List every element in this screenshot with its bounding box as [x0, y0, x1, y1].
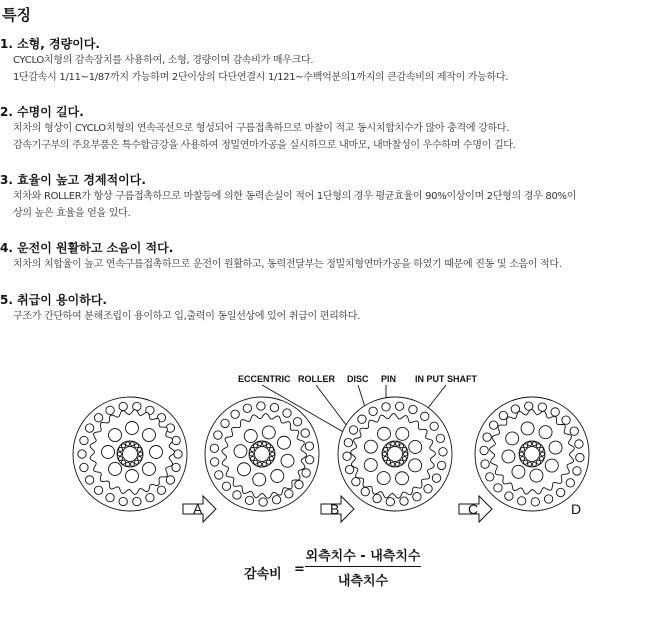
reducer-wheel — [475, 397, 589, 511]
section-heading: 2. 수명이 길다. — [0, 105, 84, 119]
reducer-wheel — [73, 397, 187, 511]
section-text: CYCLO치형의 감속장치를 사용하여, 소형, 경량이며 감속비가 매우크다. — [13, 55, 314, 66]
feature-section-5 — [0, 292, 672, 325]
formula-numerator: 외측치수 - 내측치수 — [305, 549, 421, 564]
label-roller: ROLLER — [298, 374, 335, 384]
reducer-wheel — [338, 397, 452, 511]
label-eccentric: ECCENTRIC — [238, 374, 291, 384]
reducer-wheel — [205, 397, 319, 511]
section-heading: 5. 취급이 용이하다. — [0, 293, 107, 307]
feature-section-2 — [0, 104, 672, 154]
section-heading: 1. 소형, 경량이다. — [0, 37, 100, 51]
section-text: 구조가 간단하여 분해조립이 용이하고 입,출력이 동일선상에 있어 취급이 편리하다. — [13, 311, 361, 322]
fraction-bar — [305, 566, 421, 567]
step-label-c: C — [468, 501, 479, 517]
formula-denominator: 내측치수 — [337, 574, 389, 589]
section-text: 상의 높은 효율을 얻을 있다. — [13, 208, 131, 219]
section-text: 감속기구부의 주요부품은 특수합금강을 사용하여 정밀연마가공을 실시하므로 내마모, 내마찰성이 우수하며 수명이 길다. — [13, 140, 516, 151]
page-title: 특징 — [2, 6, 31, 24]
feature-section-4 — [0, 240, 672, 273]
section-text: 1단감속시 1/11~1/87까지 가능하며 2단이상의 다단연결시 1/121~수백억분의1까지의 큰감속비의 제작이 가능하다. — [13, 72, 509, 83]
label-disc: DISC — [347, 374, 369, 384]
feature-section-1 — [0, 36, 672, 86]
section-text: 치차의 치합율이 높고 연속구름접촉하므로 운전이 원활하고, 동력전달부는 정밀치형연마가공을 하였기 때문에 진동 및 소음이 적다. — [13, 259, 562, 270]
section-heading: 4. 운전이 원활하고 소음이 적다. — [0, 241, 174, 255]
feature-section-3 — [0, 172, 672, 222]
reduction-ratio-formula — [0, 545, 672, 595]
formula-equals: = — [294, 562, 305, 577]
section-text: 치차의 형상이 CYCLO치형의 연속곡선으로 형성되어 구름접촉하므로 마찰이 적고 동시치합치수가 많아 충격에 강하다. — [13, 123, 510, 134]
step-label-a: A — [193, 501, 203, 517]
section-text: 치차와 ROLLER가 항상 구름접촉하므로 마찰등에 의한 동력손실이 적어 1단형의 경우 평균효율이 90%이상이며 2단형의 경우 80%이 — [13, 191, 577, 202]
label-pin: PIN — [381, 374, 397, 384]
section-heading: 3. 효율이 높고 경제적이다. — [0, 173, 146, 187]
step-label-b: B — [330, 501, 340, 517]
label-input-shaft: IN PUT SHAFT — [415, 374, 477, 384]
cyclo-mechanism-diagram — [0, 368, 672, 528]
step-label-d: D — [571, 501, 582, 517]
formula-label: 감속비 — [244, 567, 282, 582]
